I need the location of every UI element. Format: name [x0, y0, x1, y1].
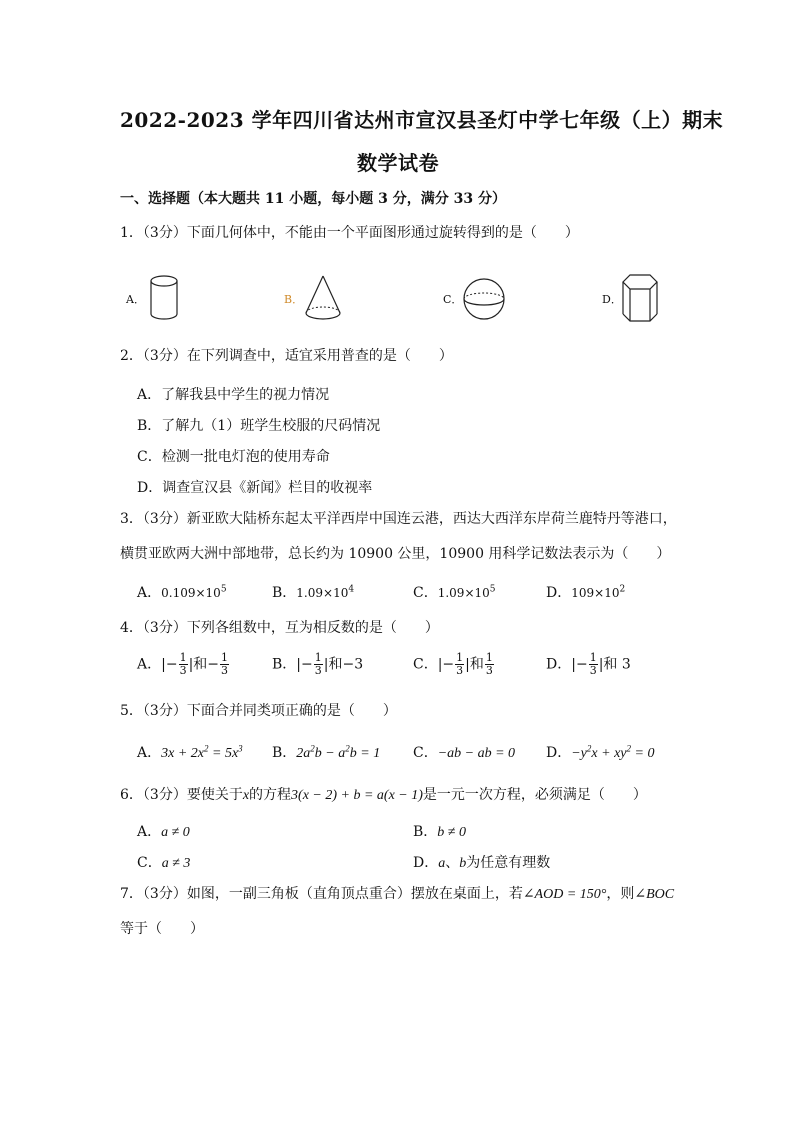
question-2-stem: 2．（3分）在下列调查中，适宜采用普查的是（ ） — [120, 348, 453, 364]
q5-option-b: B．$2a^2b - a^2b = 1$ — [272, 743, 381, 761]
q4-option-a: A．|− $\frac{1}{3}$ |和− $\frac{1}{3}$ — [137, 651, 229, 677]
q6-option-c: C．a ≠ 3 — [137, 855, 191, 871]
q3-option-b: B．$1.09\times 10^4$ — [272, 584, 355, 601]
q5-option-a: A．$3x + 2x^2 = 5x^3$ — [137, 743, 243, 761]
cylinder-figure — [147, 274, 181, 322]
q2-option-d: D．调查宣汉县《新闻》栏目的收视率 — [137, 480, 373, 496]
question-1-stem: 1．（3分）下面几何体中，不能由一个平面图形通过旋转得到的是（ ） — [120, 225, 579, 241]
question-6-stem: 6．（3分）要使关于x的方程3(x − 2) + b = a(x − 1)是一元一次方程，必须满足（ ） — [120, 787, 647, 803]
q3-option-d: D．$109\times 10^2$ — [546, 584, 626, 601]
q6-option-b: B．b ≠ 0 — [413, 824, 466, 840]
page-title-line1: 2022-2023 学年四川省达州市宣汉县圣灯中学七年级（上）期末 — [120, 108, 724, 132]
q1-option-a-label: A． — [126, 293, 145, 306]
cone-figure — [302, 273, 344, 323]
q2-option-b: B．了解九（1）班学生校服的尺码情况 — [137, 418, 381, 434]
q3-option-c: C．$1.09\times 10^5$ — [413, 584, 496, 601]
q1-option-d-label: D． — [602, 293, 622, 306]
question-4-stem: 4．（3分）下列各组数中，互为相反数的是（ ） — [120, 620, 439, 636]
q1-option-c-label: C． — [443, 293, 463, 306]
q4-option-b: B．|− $\frac{1}{3}$ |和−3 — [272, 651, 364, 677]
q4-option-c: C．|− $\frac{1}{3}$ |和 $\frac{1}{3}$ — [413, 651, 493, 677]
q6-option-a: A．a ≠ 0 — [137, 824, 190, 840]
q5-option-d: D．$-y^2x + xy^2 = 0$ — [546, 743, 655, 761]
question-3-stem-line1: 3．（3分）新亚欧大陆桥东起太平洋西岸中国连云港，西达大西洋东岸荷兰鹿特丹等港口， — [120, 511, 677, 527]
sphere-figure — [461, 276, 507, 322]
q2-option-c: C．检测一批电灯泡的使用寿命 — [137, 449, 330, 465]
q4-option-d: D．|− $\frac{1}{3}$ |和 3 — [546, 651, 631, 677]
q5-option-c: C．−ab − ab = 0 — [413, 745, 516, 761]
section-heading: 一、选择题（本大题共 11 小题，每小题 3 分，满分 33 分） — [120, 191, 506, 207]
q3-option-a: A．$0.109\times 10^5$ — [137, 584, 227, 601]
q1-option-b-label: B． — [284, 293, 304, 306]
question-7-stem-line2: 等于（ ） — [120, 921, 204, 937]
question-5-stem: 5．（3分）下面合并同类项正确的是（ ） — [120, 703, 397, 719]
question-3-stem-line2: 横贯亚欧两大洲中部地带，总长约为 10900 公里，10900 用科学记数法表示为（ ） — [120, 546, 671, 562]
hexagonal-prism-figure — [620, 272, 660, 324]
question-7-stem-line1: 7．（3分）如图，一副三角板（直角顶点重合）摆放在桌面上，若∠AOD = 150°，则∠BOC — [120, 886, 675, 902]
page-title-line2: 数学试卷 — [357, 151, 439, 175]
q6-option-d: D．a、b为任意有理数 — [413, 855, 551, 871]
q2-option-a: A．了解我县中学生的视力情况 — [137, 387, 330, 403]
